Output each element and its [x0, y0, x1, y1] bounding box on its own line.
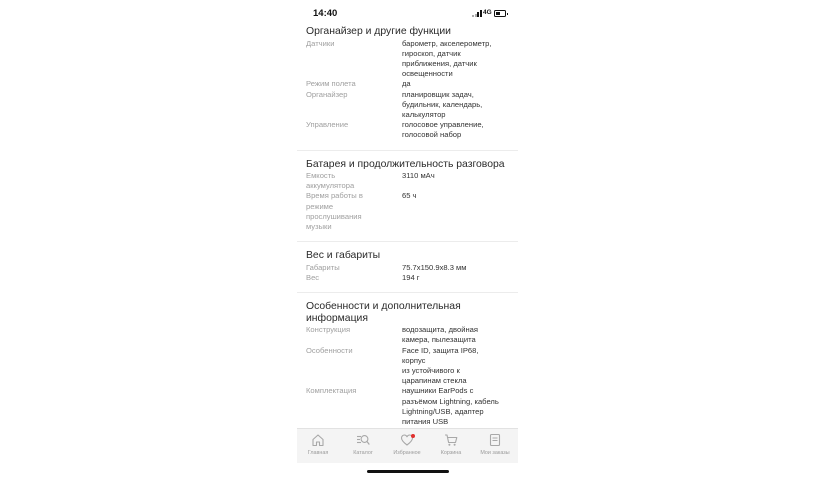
- spec-row: [306, 90, 518, 121]
- spec-key-line: Габариты: [306, 262, 340, 272]
- spec-key-line: Управление: [306, 120, 349, 130]
- spec-value-line: приближения, датчик: [402, 58, 477, 68]
- spec-row: [306, 273, 518, 283]
- spec-value-line: голосовое управление,: [402, 120, 484, 130]
- spec-value-line: гироскоп, датчик: [402, 48, 461, 58]
- spec-value: [402, 120, 502, 140]
- spec-section: [297, 151, 518, 243]
- spec-key-line: Органайзер: [306, 89, 348, 99]
- spec-key: [306, 39, 402, 80]
- tab-orders[interactable]: [475, 433, 515, 456]
- spec-value-line: камера, пылезащита: [402, 335, 476, 345]
- spec-key-line: Вес: [306, 272, 320, 282]
- status-bar: [297, 0, 518, 26]
- spec-section: [297, 26, 518, 151]
- spec-row: [306, 346, 518, 387]
- spec-value-line: 75.7x150.9x8.3 мм: [402, 262, 467, 272]
- specs-content[interactable]: [297, 26, 518, 437]
- home-icon: [311, 433, 325, 447]
- spec-value-line: будильник, календарь,: [402, 99, 483, 109]
- spec-value: [402, 171, 502, 191]
- battery-icon: [494, 10, 506, 17]
- spec-value-line: планировщик задач,: [402, 89, 474, 99]
- spec-value-line: питания USB: [402, 416, 449, 426]
- spec-key: [306, 325, 402, 345]
- spec-value-line: царапинам стекла: [402, 376, 467, 386]
- spec-value: [402, 325, 502, 345]
- spec-key: [306, 90, 402, 121]
- spec-key: [306, 346, 402, 387]
- spec-key: [306, 79, 402, 89]
- spec-value: [402, 273, 502, 283]
- spec-value: [402, 191, 502, 232]
- spec-value: [402, 263, 502, 273]
- spec-section: [297, 293, 518, 437]
- section-title: Вес и габариты: [306, 250, 381, 262]
- home-indicator[interactable]: [367, 470, 449, 473]
- spec-key-line: прослушивания: [306, 211, 362, 221]
- spec-row: [306, 263, 518, 273]
- spec-key-line: музыки: [306, 222, 332, 232]
- spec-value-line: наушники EarPods с: [402, 386, 474, 396]
- spec-key: [306, 191, 402, 232]
- spec-value-line: Face ID, защита IP68, корпус: [402, 345, 479, 365]
- spec-key-line: Комплектация: [306, 386, 357, 396]
- spec-row: [306, 325, 518, 345]
- spec-value: [402, 90, 502, 121]
- signal-icon: [472, 10, 482, 17]
- spec-value-line: 194 г: [402, 272, 420, 282]
- tab-home-label: Главная: [307, 450, 329, 456]
- phone-screen: [297, 0, 518, 480]
- orders-icon: [488, 433, 502, 447]
- section-title: Органайзер и другие функции: [306, 26, 451, 37]
- spec-section: [297, 242, 518, 293]
- spec-row: [306, 79, 518, 89]
- spec-key-line: Конструкция: [306, 325, 351, 335]
- spec-value-line: да: [402, 79, 411, 89]
- spec-key: [306, 120, 402, 140]
- network-type: 4G: [483, 9, 492, 16]
- spec-value-line: 3110 мАч: [402, 171, 435, 181]
- spec-value-line: разъёмом Lightning, кабель: [402, 396, 499, 406]
- tab-orders-label: Мои заказы: [480, 450, 510, 456]
- spec-value-line: Lightning/USB, адаптер: [402, 406, 484, 416]
- spec-value-line: водозащита, двойная: [402, 325, 478, 335]
- spec-row: [306, 386, 518, 427]
- spec-row: [306, 191, 518, 232]
- spec-key: [306, 263, 402, 273]
- tab-favorites-label: Избранное: [393, 450, 421, 456]
- tab-cart[interactable]: [431, 433, 471, 456]
- spec-value: [402, 386, 502, 427]
- spec-value: [402, 346, 502, 387]
- spec-value: [402, 79, 502, 89]
- tab-bar: [297, 428, 518, 463]
- spec-value-line: 65 ч: [402, 191, 417, 201]
- tab-catalog-label: Каталог: [353, 450, 373, 456]
- catalog-search-icon: [356, 433, 370, 447]
- tab-cart-label: Корзина: [440, 450, 462, 456]
- spec-key-line: Емкость: [306, 171, 336, 181]
- spec-value: [402, 39, 502, 80]
- tab-catalog[interactable]: [343, 433, 383, 456]
- spec-key-line: Особенности: [306, 345, 353, 355]
- spec-row: [306, 171, 518, 191]
- status-time: 14:40: [313, 8, 338, 19]
- spec-key-line: Время работы в: [306, 191, 363, 201]
- section-title: Особенности и дополнительная информация: [306, 301, 461, 324]
- spec-row: [306, 120, 518, 140]
- favorites-badge: [411, 434, 415, 438]
- section-title: Батарея и продолжительность разговора: [306, 158, 505, 170]
- spec-key-line: Датчики: [306, 38, 335, 48]
- spec-value-line: голосовой набор: [402, 130, 462, 140]
- spec-key-line: аккумулятора: [306, 181, 355, 191]
- tab-home[interactable]: [298, 433, 338, 456]
- spec-key: [306, 171, 402, 191]
- spec-key: [306, 273, 402, 283]
- spec-value-line: из устойчивого к: [402, 365, 460, 375]
- cart-icon: [444, 433, 458, 447]
- spec-key-line: Режим полета: [306, 79, 356, 89]
- spec-value-line: освещенности: [402, 69, 453, 79]
- spec-value-line: калькулятор: [402, 109, 446, 119]
- spec-row: [306, 39, 518, 80]
- spec-key: [306, 386, 402, 427]
- spec-value-line: барометр, акселерометр,: [402, 38, 492, 48]
- tab-favorites[interactable]: [387, 433, 427, 456]
- spec-key-line: режиме: [306, 201, 334, 211]
